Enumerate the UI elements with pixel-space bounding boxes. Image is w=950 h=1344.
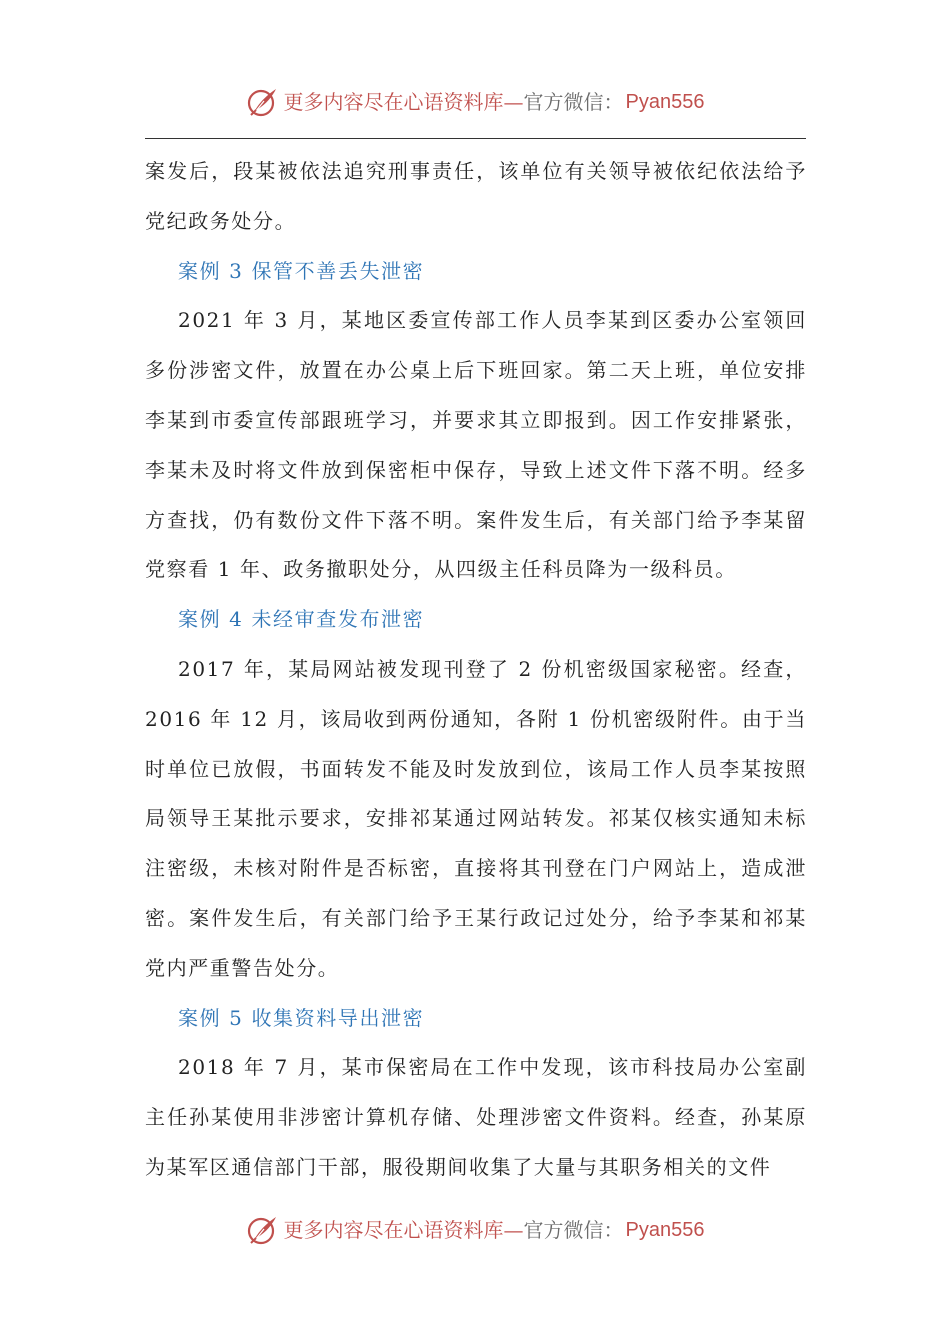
case-3-paragraph: 2021 年 3 月，某地区委宣传部工作人员李某到区委办公室领回多份涉密文件，放置在办公桌上后下班回家。第二天上班，单位安排李某到市委宣传部跟班学习，并要求其立即报到。因工作安排紧张，李某未及时将文件放到保密柜中保存，导致上述文件下落不明。经多方查找，仍有数份文件下落不明。案件发生后，有关部门给予李某留党察看 1 年、政务撤职处分，从四级主任科员降为一级科员。: [145, 308, 807, 582]
header-divider: [145, 138, 806, 139]
banner-main-text: 更多内容尽在心语资料库: [283, 1218, 504, 1242]
banner-wechat-label: 官方微信：: [523, 1218, 624, 1242]
banner-dash: —: [503, 1218, 524, 1242]
case-5-heading: 案例 5 收集资料导出泄密: [178, 1005, 425, 1030]
banner-wechat-id: Pyan556: [625, 91, 705, 113]
quill-logo-icon: [246, 1213, 280, 1247]
document-body: [145, 147, 807, 1193]
banner-main-text: 更多内容尽在心语资料库: [283, 90, 504, 114]
case-5-paragraph: 2018 年 7 月，某市保密局在工作中发现，该市科技局办公室副主任孙某使用非涉密计算机存储、处理涉密文件资料。经查，孙某原为某军区通信部门干部，服役期间收集了大量与其职务相关的文件: [145, 1055, 807, 1179]
footer-banner: [0, 1210, 950, 1250]
banner-wechat-id: Pyan556: [625, 1219, 705, 1241]
case-3-heading: 案例 3 保管不善丢失泄密: [178, 258, 425, 283]
intro-paragraph: 案发后，段某被依法追究刑事责任，该单位有关领导被依纪依法给予党纪政务处分。: [145, 159, 807, 233]
banner-wechat-label: 官方微信：: [523, 90, 624, 114]
case-4-paragraph: 2017 年，某局网站被发现刊登了 2 份机密级国家秘密。经查，2016 年 12 月，该局收到两份通知，各附 1 份机密级附件。由于当时单位已放假，书面转发不能及时发放到位，该局工作人员李某按照局领导王某批示要求，安排祁某通过网站转发。祁某仅核实通知未标注密级，未核对附件是否标密，直接将其刊登在门户网站上，造成泄密。案件发生后，有关部门给予王某行政记过处分，给予李某和祁某党内严重警告处分。: [145, 656, 807, 980]
banner-dash: —: [503, 90, 524, 114]
case-4-heading: 案例 4 未经审查发布泄密: [178, 607, 425, 632]
quill-logo-icon: [246, 85, 280, 119]
header-banner: [0, 82, 950, 122]
